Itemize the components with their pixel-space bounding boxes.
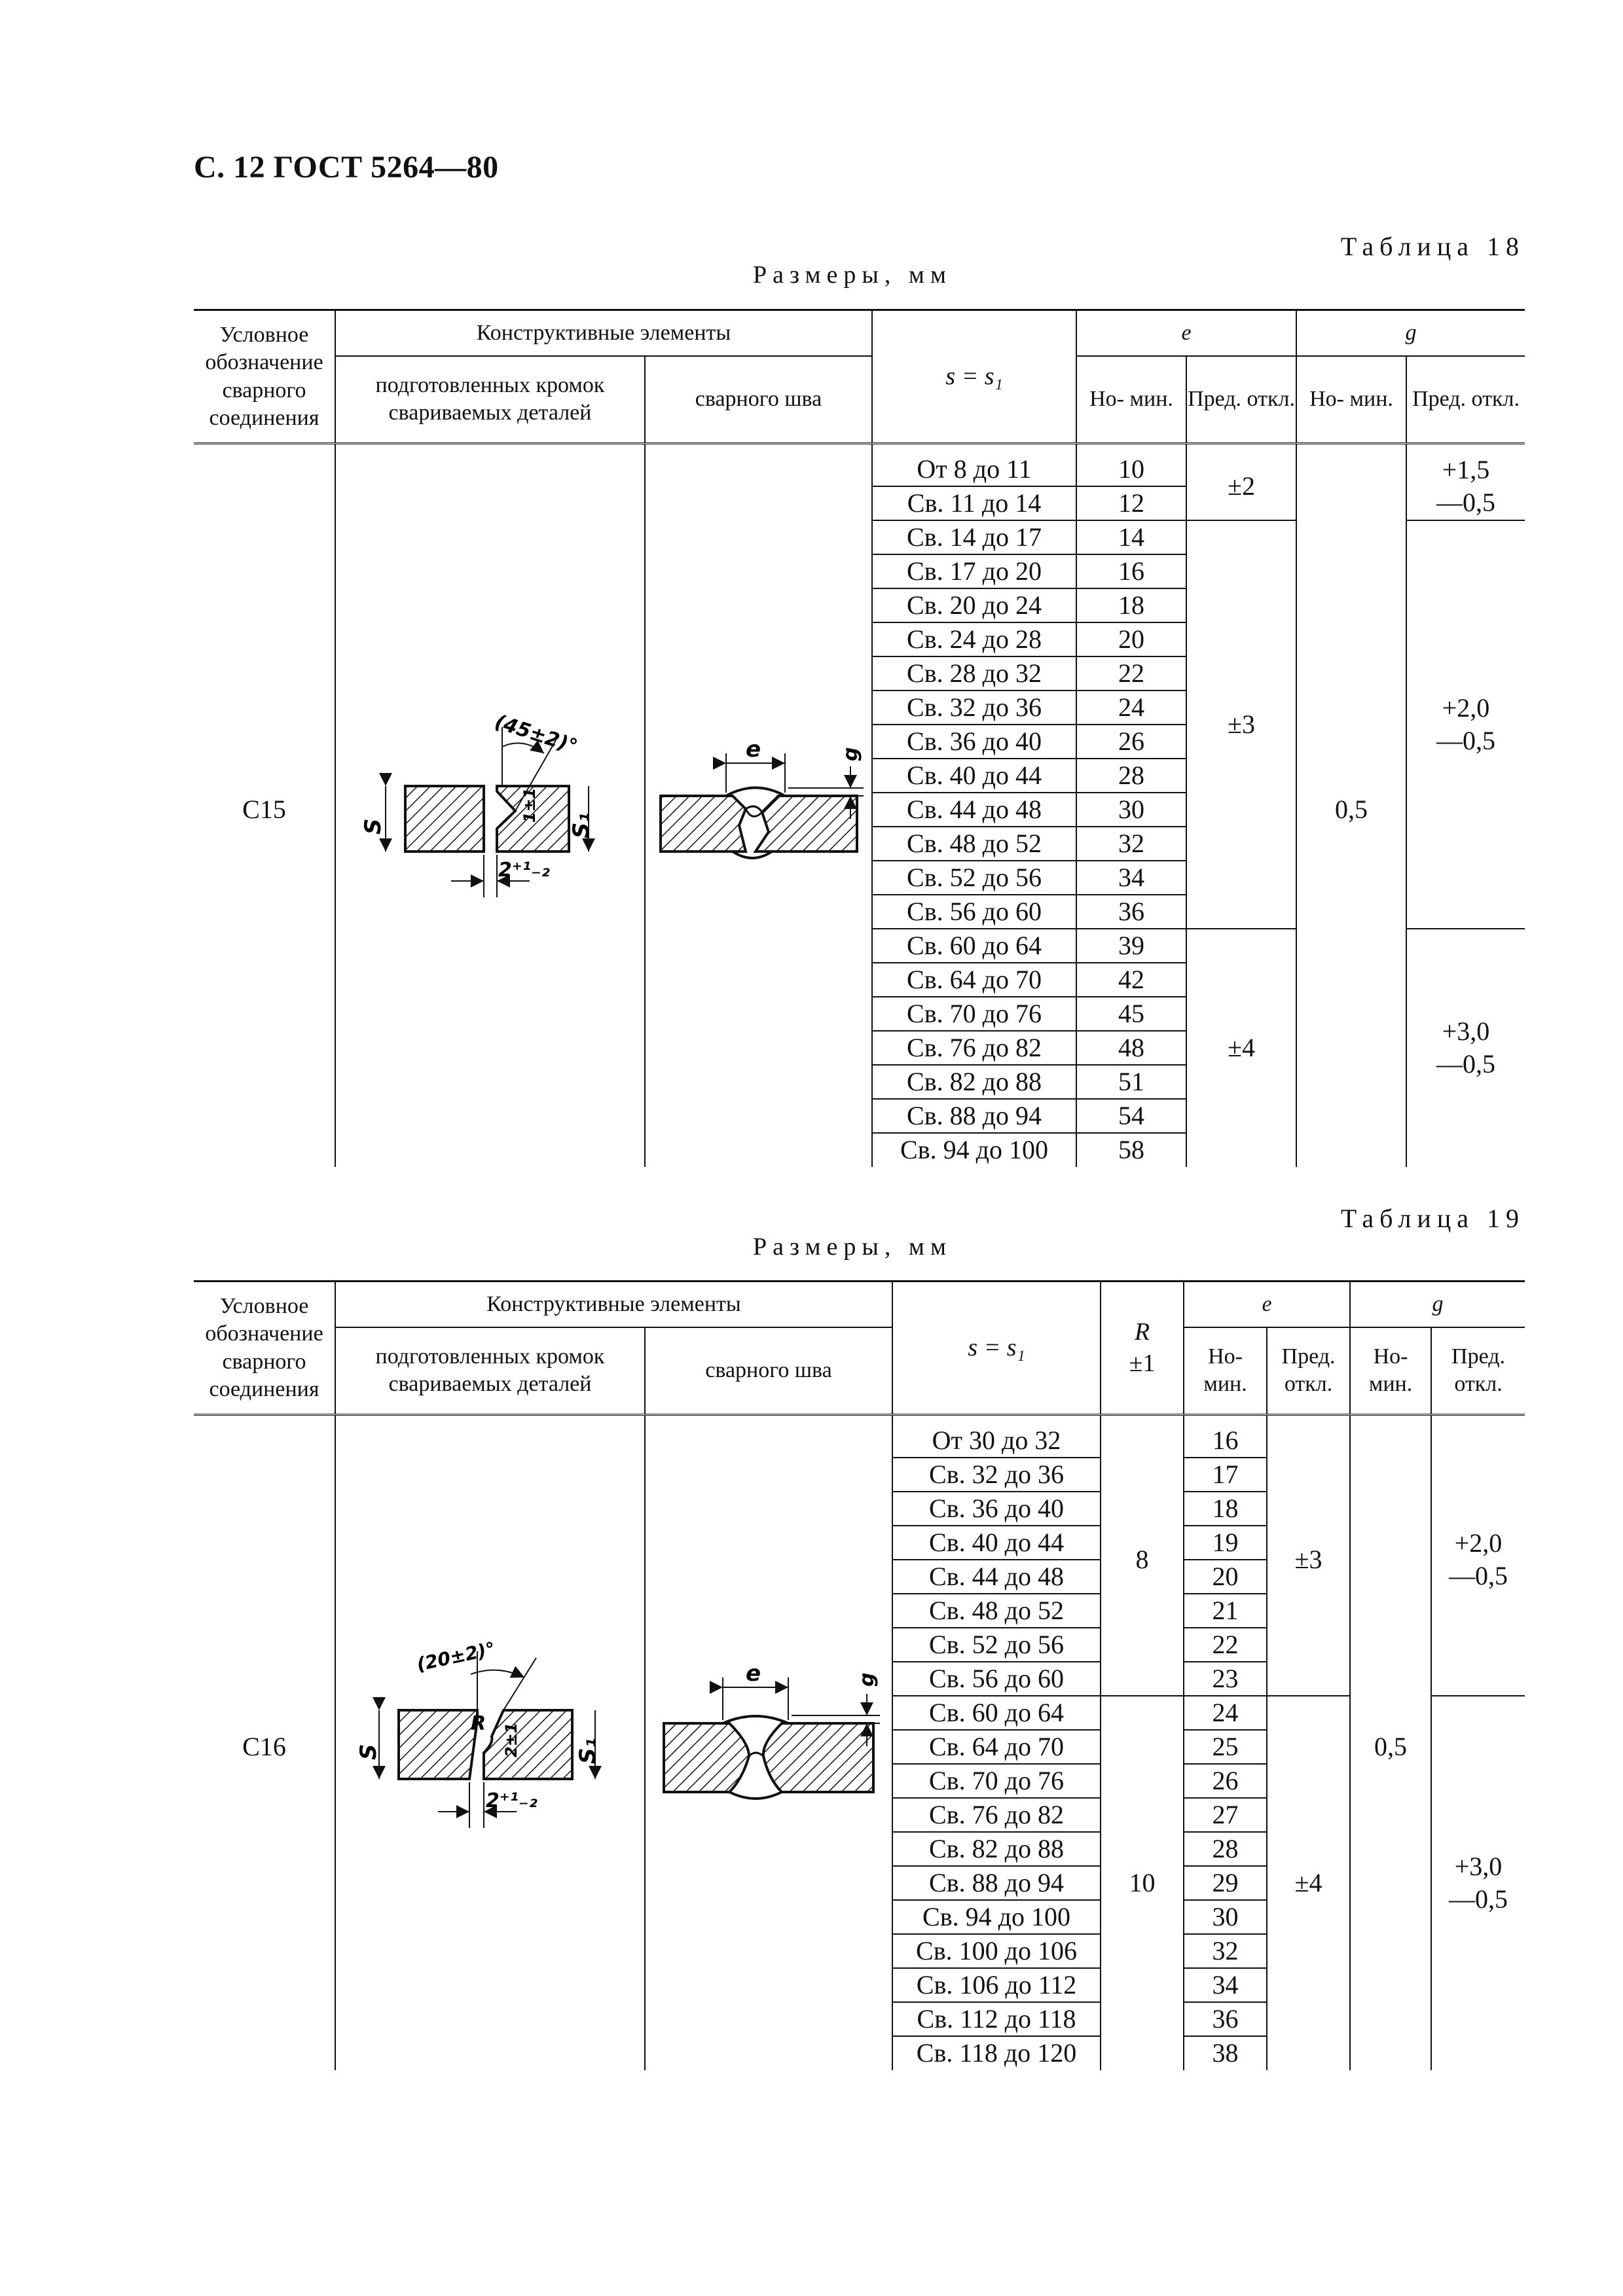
g-deviation xyxy=(1431,1696,1525,2070)
thickness-range: Св. 64 до 70 xyxy=(872,963,1076,997)
thickness-range: Св. 112 до 118 xyxy=(892,2002,1101,2036)
deviation-minus: —0,5 xyxy=(1449,1560,1508,1590)
thickness-range: Св. 82 до 88 xyxy=(872,1065,1076,1099)
e-nominal: 20 xyxy=(1184,1560,1267,1594)
table-18-units: Размеры, мм xyxy=(753,261,953,289)
e-nominal: 34 xyxy=(1076,861,1186,895)
e-nominal: 18 xyxy=(1076,588,1186,622)
header-e-deviation: Пред. откл. xyxy=(1267,1327,1350,1415)
prepared-edges-sketch xyxy=(353,1638,628,1848)
e-nominal: 22 xyxy=(1184,1628,1267,1662)
sketch-label: S xyxy=(355,1744,382,1760)
deviation-plus: +3,0 xyxy=(1454,1852,1503,1882)
thickness-range: Св. 36 до 40 xyxy=(892,1492,1101,1526)
header-g-deviation: Пред. откл. xyxy=(1431,1327,1525,1415)
sketch-cell xyxy=(335,1424,645,2070)
sketch-label: 2±1 xyxy=(501,1722,520,1757)
weld-sketch xyxy=(651,1658,886,1828)
thickness-range: Св. 106 до 112 xyxy=(892,1968,1101,2002)
header-g-nominal: Но- мин. xyxy=(1350,1327,1431,1415)
table-row xyxy=(194,1424,1525,1458)
thickness-range: Св. 94 до 100 xyxy=(872,1133,1076,1167)
header-e: e xyxy=(1076,310,1296,356)
g-nominal: 0,5 xyxy=(1296,453,1406,1167)
e-deviation: ±3 xyxy=(1186,520,1296,929)
header-weld: сварного шва xyxy=(645,1327,892,1415)
thickness-range: Св. 36 до 40 xyxy=(872,725,1076,759)
e-nominal: 30 xyxy=(1076,793,1186,827)
e-nominal: 24 xyxy=(1184,1696,1267,1730)
sketch-label: e xyxy=(746,1660,761,1687)
header-e: e xyxy=(1184,1282,1350,1327)
e-nominal: 28 xyxy=(1184,1832,1267,1866)
e-nominal: 28 xyxy=(1076,759,1186,793)
thickness-range: Св. 60 до 64 xyxy=(892,1696,1101,1730)
e-nominal: 58 xyxy=(1076,1133,1186,1167)
sketch-label: g xyxy=(839,747,862,761)
header-prepared: подготовленных кромок свариваемых деталей xyxy=(335,1327,645,1415)
thickness-range: Св. 44 до 48 xyxy=(872,793,1076,827)
deviation-plus: +2,0 xyxy=(1454,1528,1503,1558)
header-designation: Условное обозначение сварного соединения xyxy=(194,310,335,444)
e-nominal: 26 xyxy=(1184,1764,1267,1798)
thickness-range: Св. 70 до 76 xyxy=(872,997,1076,1031)
thickness-range: Св. 28 до 32 xyxy=(872,656,1076,691)
deviation-minus: —0,5 xyxy=(1436,1049,1496,1079)
e-nominal: 19 xyxy=(1184,1526,1267,1560)
sketch-label: 2⁺¹₋₂ xyxy=(498,858,550,882)
e-nominal: 26 xyxy=(1076,725,1186,759)
e-nominal: 45 xyxy=(1076,997,1186,1031)
g-deviation xyxy=(1431,1424,1525,1696)
table-19 xyxy=(194,1280,1525,2070)
sketch-label: S xyxy=(359,818,386,834)
e-deviation: ±2 xyxy=(1186,453,1296,521)
thickness-range: Св. 48 до 52 xyxy=(872,827,1076,861)
e-nominal: 51 xyxy=(1076,1065,1186,1099)
e-nominal: 21 xyxy=(1184,1594,1267,1628)
header-weld: сварного шва xyxy=(645,356,872,444)
e-nominal: 48 xyxy=(1076,1031,1186,1065)
header-e-nominal: Но- мин. xyxy=(1076,356,1186,444)
thickness-range: Св. 100 до 106 xyxy=(892,1934,1101,1968)
sketch-label: (20±2)° xyxy=(414,1638,497,1676)
thickness-range: Св. 48 до 52 xyxy=(892,1594,1101,1628)
thickness-range: Св. 76 до 82 xyxy=(892,1798,1101,1832)
table-row xyxy=(194,453,1525,487)
thickness-range: Св. 11 до 14 xyxy=(872,486,1076,520)
deviation-minus: —0,5 xyxy=(1436,726,1496,755)
sketch-label: R xyxy=(470,1712,486,1735)
e-deviation: ±4 xyxy=(1267,1696,1350,2070)
thickness-range: Св. 20 до 24 xyxy=(872,588,1076,622)
e-nominal: 27 xyxy=(1184,1798,1267,1832)
e-nominal: 10 xyxy=(1076,453,1186,487)
sketch-cell xyxy=(645,1424,892,2070)
e-nominal: 17 xyxy=(1184,1458,1267,1492)
header-thickness: s = s₁ xyxy=(872,310,1076,444)
sketch-label: S₁ xyxy=(574,1738,601,1764)
thickness-range: Св. 60 до 64 xyxy=(872,929,1076,963)
deviation-minus: —0,5 xyxy=(1436,487,1496,517)
table-18-caption: Таблица 18 xyxy=(1340,232,1525,261)
r-value: 8 xyxy=(1101,1424,1184,1696)
header-r xyxy=(1101,1282,1184,1415)
e-nominal: 24 xyxy=(1076,691,1186,725)
header-e-nominal: Но- мин. xyxy=(1184,1327,1267,1415)
e-deviation: ±4 xyxy=(1186,929,1296,1167)
designation: С15 xyxy=(194,453,335,1167)
header-g-nominal: Но- мин. xyxy=(1296,356,1406,444)
e-nominal: 23 xyxy=(1184,1662,1267,1696)
e-nominal: 36 xyxy=(1076,895,1186,929)
e-nominal: 32 xyxy=(1076,827,1186,861)
g-deviation xyxy=(1406,453,1525,521)
thickness-range: Св. 76 до 82 xyxy=(872,1031,1076,1065)
thickness-range: Св. 88 до 94 xyxy=(892,1866,1101,1900)
header-g: g xyxy=(1296,310,1525,356)
thickness-range: Св. 40 до 44 xyxy=(872,759,1076,793)
sketch-cell xyxy=(645,453,872,1167)
thickness-range: Св. 24 до 28 xyxy=(872,622,1076,656)
sketch-label: 2⁺¹₋₂ xyxy=(485,1789,538,1812)
table-18 xyxy=(194,309,1525,1167)
e-nominal: 36 xyxy=(1184,2002,1267,2036)
thickness-range: Св. 82 до 88 xyxy=(892,1832,1101,1866)
deviation-plus: +1,5 xyxy=(1442,454,1490,484)
e-nominal: 22 xyxy=(1076,656,1186,691)
header-designation: Условное обозначение сварного соединения xyxy=(194,1282,335,1415)
e-nominal: 18 xyxy=(1184,1492,1267,1526)
e-nominal: 16 xyxy=(1076,554,1186,588)
g-deviation xyxy=(1406,520,1525,929)
thickness-range: Св. 88 до 94 xyxy=(872,1099,1076,1133)
thickness-range: Св. 56 до 60 xyxy=(892,1662,1101,1696)
sketch-label: 1±1 xyxy=(520,787,539,823)
thickness-range: От 30 до 32 xyxy=(892,1424,1101,1458)
header-g-deviation: Пред. откл. xyxy=(1406,356,1525,444)
thickness-range: Св. 70 до 76 xyxy=(892,1764,1101,1798)
thickness-range: Св. 64 до 70 xyxy=(892,1730,1101,1764)
deviation-plus: +3,0 xyxy=(1442,1016,1490,1047)
weld-sketch xyxy=(647,721,870,891)
deviation-plus: +2,0 xyxy=(1442,693,1490,723)
e-nominal: 12 xyxy=(1076,486,1186,520)
e-nominal: 29 xyxy=(1184,1866,1267,1900)
e-nominal: 20 xyxy=(1076,622,1186,656)
e-nominal: 16 xyxy=(1184,1424,1267,1458)
e-nominal: 25 xyxy=(1184,1730,1267,1764)
e-deviation: ±3 xyxy=(1267,1424,1350,1696)
thickness-range: Св. 32 до 36 xyxy=(892,1458,1101,1492)
g-deviation xyxy=(1406,929,1525,1167)
e-nominal: 39 xyxy=(1076,929,1186,963)
sketch-label: (45±2)° xyxy=(492,710,580,759)
r-value: 10 xyxy=(1101,1696,1184,2070)
e-nominal: 34 xyxy=(1184,1968,1267,2002)
e-nominal: 30 xyxy=(1184,1900,1267,1934)
prepared-edges-sketch xyxy=(359,701,621,910)
page-header: С. 12 ГОСТ 5264—80 xyxy=(194,150,499,185)
table-19-units: Размеры, мм xyxy=(753,1233,953,1261)
thickness-range: Св. 44 до 48 xyxy=(892,1560,1101,1594)
thickness-range: Св. 14 до 17 xyxy=(872,520,1076,554)
thickness-range: Св. 94 до 100 xyxy=(892,1900,1101,1934)
thickness-range: От 8 до 11 xyxy=(872,453,1076,487)
thickness-range: Св. 52 до 56 xyxy=(892,1628,1101,1662)
thickness-range: Св. 56 до 60 xyxy=(872,895,1076,929)
thickness-range: Св. 118 до 120 xyxy=(892,2036,1101,2070)
thickness-range: Св. 40 до 44 xyxy=(892,1526,1101,1560)
table-19-caption: Таблица 19 xyxy=(1340,1204,1525,1233)
thickness-range: Св. 17 до 20 xyxy=(872,554,1076,588)
g-nominal: 0,5 xyxy=(1350,1424,1431,2070)
e-nominal: 14 xyxy=(1076,520,1186,554)
e-nominal: 42 xyxy=(1076,963,1186,997)
header-elements: Конструктивные элементы xyxy=(335,310,872,356)
header-g: g xyxy=(1350,1282,1525,1327)
sketch-cell xyxy=(335,453,645,1167)
e-nominal: 32 xyxy=(1184,1934,1267,1968)
header-r-symbol: R xyxy=(1134,1318,1150,1346)
thickness-range: Св. 52 до 56 xyxy=(872,861,1076,895)
header-r-tolerance: ±1 xyxy=(1129,1349,1156,1377)
e-nominal: 38 xyxy=(1184,2036,1267,2070)
thickness-range: Св. 32 до 36 xyxy=(872,691,1076,725)
sketch-label: e xyxy=(745,736,761,762)
header-e-deviation: Пред. откл. xyxy=(1186,356,1296,444)
sketch-label: S₁ xyxy=(568,812,594,838)
designation: С16 xyxy=(194,1424,335,2070)
header-prepared: подготовленных кромок свариваемых деталей xyxy=(335,356,645,444)
sketch-label: g xyxy=(856,1672,879,1687)
e-nominal: 54 xyxy=(1076,1099,1186,1133)
deviation-minus: —0,5 xyxy=(1449,1884,1508,1914)
header-elements: Конструктивные элементы xyxy=(335,1282,892,1327)
header-thickness: s = s₁ xyxy=(892,1282,1101,1415)
